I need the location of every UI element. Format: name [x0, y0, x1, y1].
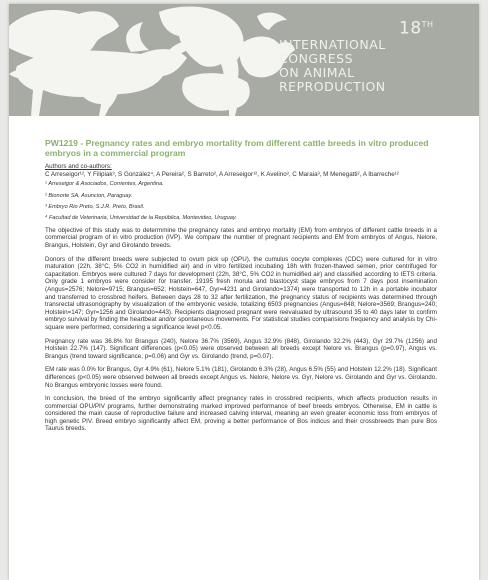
authors-list: C Arreseigor¹², Y Filipiak³, S González⁴, A Pereira², S Barreto², A Arreseigor¹², K Avelino³, C Maraia³, M Menegatti², A Ibarreche¹²: [45, 170, 399, 178]
congress-title: [279, 16, 459, 94]
abstract-paragraph: The objective of this study was to determmine the pregnancy rates and embryo mortality (EM) from embryos of different cattle breeds in a commercial program of in vitro production (IVP). We compare the number of pregnant recipients and EM from embryos of Angus, Nelore, Brangus, Holstein, Gyr and Girolando breeds.: [45, 226, 437, 249]
affiliation: ⁴ Facultad de Veterinaria, Universidad de la República, Montevideo, Uruguay.: [45, 215, 237, 222]
congress-line: REPRODUCTION: [279, 78, 386, 94]
animal-silhouettes-illustration: [9, 4, 309, 116]
congress-banner: [9, 4, 479, 116]
abstract-paragraph: Donors of the different breeds were subjected to ovum pick up (OPU), the cumulus oocyte complexes (CDC) were cultured for in vitro maturation (22h, 38°C, 5% CO2 in humidified air) and in vitro fertilized incubating 18h with frozen-thawed semen, prior centrifuged for capacitation. Embryos were cultured 7 days for development (22h, 38°C, 5% CO2 in humidified air) and classified according to IETS criteria. Only grade 1 embryos were consider for transfer. 19195 fresh morula and blastocyst stage embryos from 7 days post insemination (Angus=2576; Nelore=9715; Brangus=652; Holstein=647, Gyr=4231 and Girolando=1374) were transported to 12h in a portable incubator and transferred to crossbred heifers. Between days 28 to 32 after fertilization, the pregnancy status of recipients was determined through transrectal ultrasonography by visualization of the embryonic vesicle, totalizing 6503 pregnancies (Angus=848; Nelore=3569; Brangus=240; Holstein=147; Gyr=1256 and Girolando=443). Recipients diagnosed pregnant were reevaluated by ultrasound 35 to 40 days later to confirm embryo survival by finding the heartbeat and/or spontaneous movements. For statistical studies comparisions frequency and analysis by Chi-square were performed, considering a significance level p<0.05.: [45, 255, 437, 331]
affiliation: ³ Embryo Rio Preto, S.J.R. Preto, Brasil.: [45, 204, 145, 210]
affiliation: ² Bionorte SA, Asuncion, Paraguay.: [45, 192, 133, 199]
abstract-paragraph: In conclusion, the breed of the embryo significantly affect pregnancy rates in crossbred recipients, which affects production results in commercial OPU/PIV programs, further demonstrating marked improved performance of beef breeds embryos. Otherwise, EM in cattle is considered the main cause of reproductive failure and increased calving interval, meaning an even greater economic loss from embryos of high genetic PIV. Breed embryo significantly affect EM, proving a better performance of Bos indicus and their crossbreeds than pure Bos Taurus breeds.: [45, 395, 437, 433]
authors-heading: Authors and co-authors:: [45, 163, 112, 170]
congress-line: INTERNATIONAL: [279, 36, 386, 52]
abstract-page: [9, 4, 479, 580]
affiliation: ¹ Arreseigor & Asociados, Corrientes, Argentina.: [45, 181, 164, 188]
congress-line: ON ANIMAL: [279, 64, 355, 80]
abstract-title: PW1219 - Pregnancy rates and embryo mortality from different cattle breeds in vitro produced embryos in a commercial program: [45, 138, 429, 158]
congress-line: CONGRESS: [279, 50, 354, 66]
abstract-paragraph: EM rate was 0.0% for Brangus, Gyr 4.9% (61), Nelore 5.1% (181), Girolando 6.3% (28), Angus 6.5% (55) and Holstein 12.2% (18). Significant differences (p<0.05) were observed between all breeds except Angus vs. Nelore, Nelore vs. Gyr, Nelore vs. Girolando and Gyr vs. Girolando. No Brangus embryonic losses were found.: [45, 366, 437, 389]
abstract-content: [45, 138, 437, 439]
abstract-paragraph: Pregnancy rate was 36.8% for Brangus (240), Nelore 36.7% (3569), Angus 32.9% (848), Girolando 32.2% (443), Gyr 29.7% (1256) and Holstein 22.7% (147). Significant differences (p<0.05) were observed between all breeds except Nelore vs. Brangus (p=0.97), Angus vs. Brangus (trend toward significance, p=0.06) and Gyr vs. Girolando (trend, p=0.07).: [45, 337, 437, 360]
congress-edition: 18TH: [399, 18, 434, 39]
